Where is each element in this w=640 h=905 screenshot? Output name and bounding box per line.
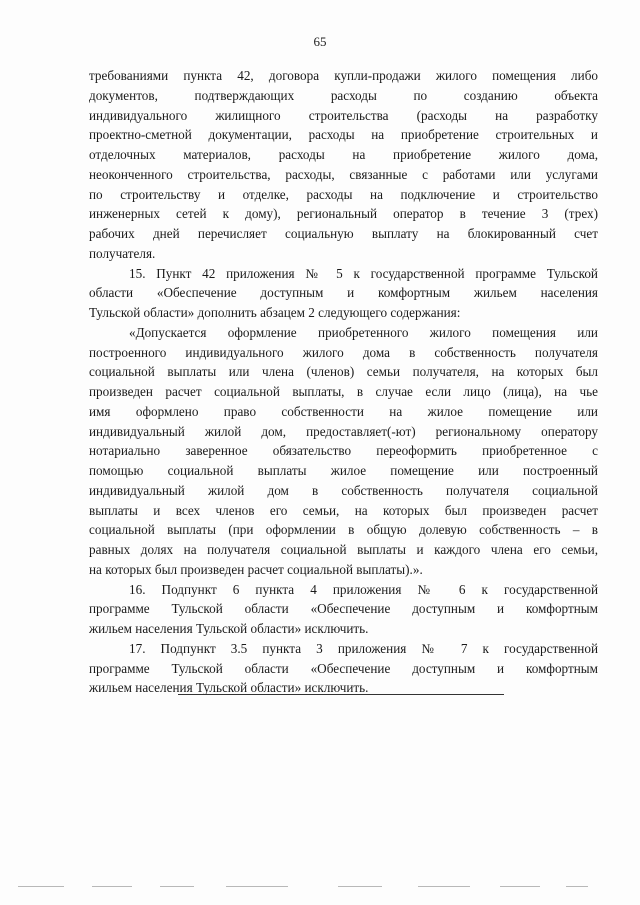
text-line: по строительству и отделке, расходы на подключение и строительство (89, 186, 598, 202)
text-line: «Допускается оформление приобретенного жилого помещения или (129, 324, 598, 340)
text-line: построенного индивидуального жилого дома в собственность получателя (89, 344, 598, 360)
text-line: произведен расчет социальной выплаты, в случае если лицо (лица), на чье (89, 384, 598, 399)
text-line: индивидуального жилищного строительства (расходы на разработку (89, 107, 598, 123)
text-line: нотариально заверенное обязательство переоформить приобретенное с (89, 443, 598, 459)
text-line: равных долях на получателя социальной выплаты и каждого члена его семьи, (89, 542, 598, 557)
scan-mark (18, 886, 64, 887)
text-line: требованиями пункта 42, договора купли-продажи жилого помещения либо (89, 68, 598, 83)
scan-mark (566, 886, 588, 887)
text-line: программе Тульской области «Обеспечение доступным и комфортным (89, 660, 598, 676)
text-line: помощью социальной выплаты жилое помещение или построенный (89, 463, 598, 478)
scan-mark (160, 886, 194, 887)
text-line: индивидуальный жилой дом в собственность получателя социальной (89, 482, 598, 498)
text-line: инженерных сетей к дому), региональный оператор в течение 3 (трех) (89, 206, 598, 222)
paragraph-quote (89, 323, 598, 580)
text-line: жильем населения Тульской области» исключить. (89, 621, 369, 636)
paragraph-item-17 (89, 639, 598, 698)
text-line: Тульской области» дополнить абзацем 2 следующего содержания: (89, 305, 461, 320)
scan-artifact-strip (0, 884, 640, 890)
text-line: 17. Подпункт 3.5 пункта 3 приложения № 7 к государственной (129, 640, 598, 656)
document-body (89, 66, 598, 698)
paragraph-intro (89, 66, 598, 264)
scan-mark (92, 886, 132, 887)
end-of-text-divider (178, 694, 504, 695)
text-line: индивидуальный жилой дом, предоставляет(-ют) региональному оператору (89, 423, 598, 439)
text-line: документов, подтверждающих расходы по созданию объекта (89, 87, 598, 103)
paragraph-item-16 (89, 580, 598, 639)
text-line: программе Тульской области «Обеспечение доступным и комфортным (89, 601, 598, 617)
text-line: социальной выплаты или члена (членов) семьи получателя, на которых был (89, 364, 598, 380)
text-line: 16. Подпункт 6 пункта 4 приложения № 6 к государственной (129, 581, 598, 597)
scan-mark (500, 886, 540, 887)
text-line: 15. Пункт 42 приложения № 5 к государственной программе Тульской (129, 265, 598, 281)
text-line: области «Обеспечение доступным и комфортным жильем населения (89, 285, 598, 301)
text-line: социальной выплаты (при оформлении в общую долевую собственность – в (89, 522, 598, 538)
paragraph-item-15 (89, 264, 598, 323)
scan-mark (418, 886, 470, 887)
text-line: рабочих дней перечисляет социальную выплату на блокированный счет (89, 226, 598, 241)
text-line: получателя. (89, 245, 156, 261)
text-line: отделочных материалов, расходы на приобретение жилого дома, (89, 147, 598, 162)
text-line: проектно-сметной документации, расходы на приобретение строительных и (89, 127, 598, 143)
text-line: неоконченного строительства, расходы, связанные с работами или услугами (89, 166, 598, 182)
text-line: выплаты и всех членов его семьи, на которых был произведен расчет (89, 502, 598, 518)
text-line: жильем населения Тульской области» исключить. (89, 680, 369, 696)
text-line: имя оформлено право собственности на жилое помещение или (89, 403, 598, 419)
scan-mark (338, 886, 382, 887)
text-line: на которых был произведен расчет социальной выплаты).». (89, 561, 423, 577)
scan-mark (226, 886, 288, 887)
page-number: 65 (313, 34, 327, 49)
